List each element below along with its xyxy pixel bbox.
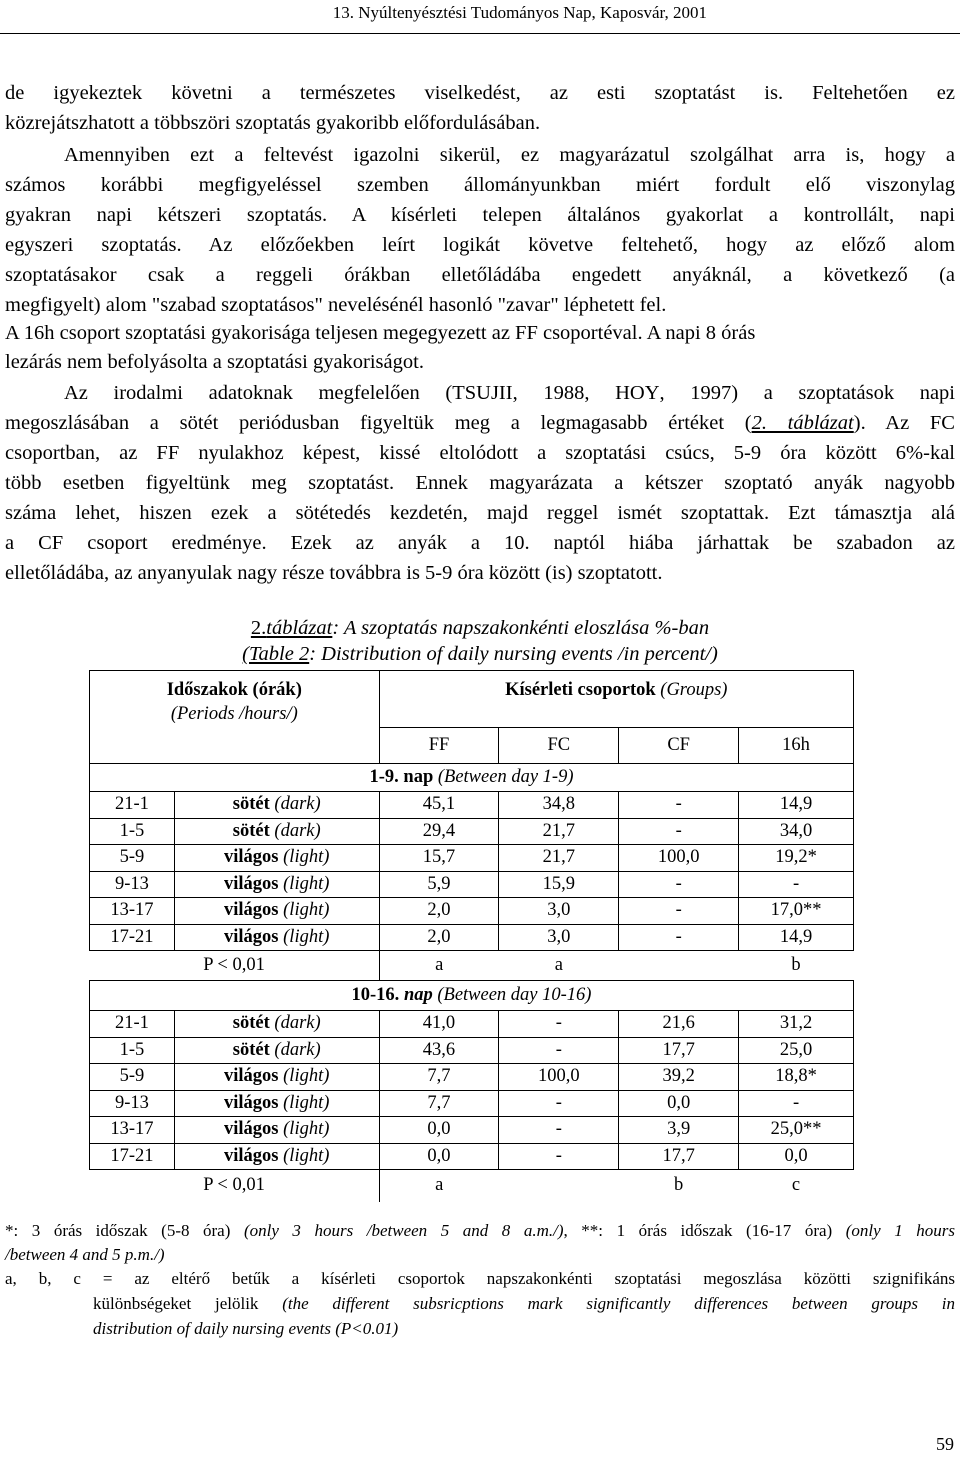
value-cell: 19,2*	[739, 845, 854, 872]
section2-p-label: P < 0,01	[90, 1170, 380, 1202]
value-cell: 29,4	[379, 818, 499, 845]
value-cell: 34,0	[739, 818, 854, 845]
value-cell: 39,2	[619, 1064, 739, 1091]
table-row	[90, 1143, 854, 1170]
value-cell: 31,2	[739, 1011, 854, 1038]
section1-header: 1-9. nap (Between day 1-9)	[90, 764, 854, 792]
body-line-1: de igyekeztek követni a természetes viselkedést, az esti szoptatást is. Feltehetően ez	[5, 82, 955, 104]
hours-cell: 13-17	[90, 1117, 175, 1144]
phase-cell: sötét (dark)	[174, 1011, 379, 1038]
body-line-4: számos korábbi megfigyeléssel szemben állományunkban miért fordult elő viszonylag	[5, 174, 955, 196]
value-cell: 3,0	[499, 924, 619, 951]
p3-line-5: száma lehet, hiszen ezek a sötétedés kezdetén, majd reggel ismét szoptattak. Ezt támasztja alá	[5, 502, 955, 524]
hours-cell: 9-13	[90, 1090, 175, 1117]
group-cf: CF	[619, 728, 739, 764]
running-header	[0, 3, 956, 23]
value-cell: 0,0	[379, 1117, 499, 1144]
value-cell: 43,6	[379, 1037, 499, 1064]
phase-cell: világos (light)	[174, 871, 379, 898]
value-cell: 100,0	[499, 1064, 619, 1091]
value-cell: 3,0	[499, 898, 619, 925]
value-cell: -	[499, 1117, 619, 1144]
value-cell: -	[619, 924, 739, 951]
value-cell: -	[619, 898, 739, 925]
value-cell: -	[499, 1143, 619, 1170]
section1-p-label: P < 0,01	[90, 951, 380, 981]
p3-line-2: megoszlásában a sötét periódusban figyeltük meg a legmagasabb értéket (2. táblázat). Az FC	[5, 412, 955, 434]
footnote-1: *: 3 órás időszak (5-8 óra) (only 3 hours /between 5 and 8 a.m./), **: 1 órás időszak (16-17 óra) (only 1 hours	[5, 1221, 955, 1240]
value-cell: 17,0**	[739, 898, 854, 925]
footnote-2-cont: különbségeket jelölik (the different subsricptions mark significantly differences between groups in	[93, 1294, 955, 1313]
value-cell: -	[619, 792, 739, 819]
phase-cell: világos (light)	[174, 1064, 379, 1091]
value-cell: -	[739, 871, 854, 898]
body-line-10: lezárás nem befolyásolta a szoptatási gyakoriságot.	[5, 351, 424, 373]
p3-line-4: több esetben figyeltünk meg szoptatást. Ennek magyarázata a kétszer szoptató anyák nagyobb	[5, 472, 955, 494]
phase-cell: világos (light)	[174, 845, 379, 872]
phase-cell: világos (light)	[174, 1090, 379, 1117]
table-row	[90, 1117, 854, 1144]
value-cell: -	[499, 1037, 619, 1064]
body-line-7: szoptatásakor csak a reggeli órákban elletőládába engedett anyáknál, a következő (a	[5, 264, 955, 286]
table-reference-link[interactable]: 2. táblázat	[751, 412, 854, 434]
value-cell: 100,0	[619, 845, 739, 872]
table-row	[90, 1090, 854, 1117]
phase-cell: sötét (dark)	[174, 818, 379, 845]
value-cell: 17,7	[619, 1143, 739, 1170]
table-row	[90, 1011, 854, 1038]
body-line-6: egyszeri szoptatás. Az előzőekben leírt logikát követve feltehető, hogy az előző alom	[5, 234, 955, 256]
p3-line-7: elletőládába, az anyanyulak nagy része továbbra is 5-9 óra között (is) szoptatott.	[5, 562, 663, 584]
hours-cell: 21-1	[90, 792, 175, 819]
hours-cell: 5-9	[90, 1064, 175, 1091]
running-header-title: 13. Nyúltenyésztési Tudományos Nap, Kaposvár, 2001	[332, 3, 707, 22]
value-cell: -	[739, 1090, 854, 1117]
table-row	[90, 1037, 854, 1064]
section1-rows	[90, 792, 854, 951]
value-cell: 25,0**	[739, 1117, 854, 1144]
group-16h: 16h	[739, 728, 854, 764]
value-cell: -	[499, 1090, 619, 1117]
value-cell: 41,0	[379, 1011, 499, 1038]
phase-cell: világos (light)	[174, 1117, 379, 1144]
value-cell: 17,7	[619, 1037, 739, 1064]
footnote-1-cont: /between 4 and 5 p.m./)	[5, 1245, 165, 1264]
table-row	[90, 818, 854, 845]
periods-header-en: (Periods /hours/)	[90, 701, 380, 728]
hours-cell: 1-5	[90, 1037, 175, 1064]
page-number: 59	[936, 1434, 954, 1454]
body-line-3: Amennyiben ezt a feltevést igazolni sikerül, ez magyarázatul szolgálhat arra is, hogy a	[64, 144, 955, 166]
value-cell: 21,6	[619, 1011, 739, 1038]
value-cell: 5,9	[379, 871, 499, 898]
table-row	[90, 845, 854, 872]
value-cell: 7,7	[379, 1064, 499, 1091]
value-cell: 18,8*	[739, 1064, 854, 1091]
phase-cell: világos (light)	[174, 1143, 379, 1170]
table-row	[90, 871, 854, 898]
phase-cell: világos (light)	[174, 924, 379, 951]
p3-line-3: csoportban, az FF nyulakhoz képest, kissé eltolódott a szoptatási csúcs, 5-9 óra között 6%-kal	[5, 442, 955, 464]
body-line-9: A 16h csoport szoptatási gyakorisága teljesen megegyezett az FF csoportéval. A napi 8 órás	[5, 322, 756, 344]
table-row	[90, 924, 854, 951]
hours-cell: 13-17	[90, 898, 175, 925]
footnote-2-end: distribution of daily nursing events (P<0.01)	[93, 1319, 399, 1338]
phase-cell: világos (light)	[174, 898, 379, 925]
phase-cell: sötét (dark)	[174, 1037, 379, 1064]
p3-line-1: Az irodalmi adatoknak megfelelően (TSUJII, 1988, HOY, 1997) a szoptatások napi	[64, 382, 955, 404]
p3-line-6: a CF csoport eredménye. Ezek az anyák a 10. naptól hiába járhattak be szabadon az	[5, 532, 955, 554]
table-caption-hu: 2.táblázat: A szoptatás napszakonkénti eloszlása %-ban	[250, 617, 710, 639]
value-cell: 7,7	[379, 1090, 499, 1117]
hours-cell: 17-21	[90, 1143, 175, 1170]
body-line-8: megfigyelt) alom "szabad szoptatásos" nevelésénél hasonló "zavar" léphetett fel.	[5, 294, 667, 316]
value-cell: 15,7	[379, 845, 499, 872]
value-cell: 45,1	[379, 792, 499, 819]
value-cell: -	[499, 1011, 619, 1038]
value-cell: 2,0	[379, 898, 499, 925]
value-cell: 15,9	[499, 871, 619, 898]
table-caption-en: (Table 2: Distribution of daily nursing events /in percent/)	[242, 643, 718, 665]
section2-header: 10-16. nap (Between day 10-16)	[90, 981, 854, 1011]
value-cell: 3,9	[619, 1117, 739, 1144]
value-cell: 0,0	[379, 1143, 499, 1170]
value-cell: 2,0	[379, 924, 499, 951]
hours-cell: 21-1	[90, 1011, 175, 1038]
value-cell: 0,0	[619, 1090, 739, 1117]
hours-cell: 1-5	[90, 818, 175, 845]
table-row	[90, 792, 854, 819]
periods-header: Időszakok (órák)	[90, 671, 380, 701]
value-cell: 14,9	[739, 792, 854, 819]
table-row	[90, 1064, 854, 1091]
hours-cell: 9-13	[90, 871, 175, 898]
value-cell: -	[619, 871, 739, 898]
body-line-5: gyakran napi kétszeri szoptatás. A kísérleti telepen általános gyakorlat a kontrollált, napi	[5, 204, 955, 226]
hours-cell: 17-21	[90, 924, 175, 951]
value-cell: 34,8	[499, 792, 619, 819]
value-cell: 0,0	[739, 1143, 854, 1170]
header-rule	[0, 33, 960, 34]
value-cell: 21,7	[499, 818, 619, 845]
footnote-2: a, b, c = az eltérő betűk a kísérleti csoportok napszakonkénti szoptatási megoszlása közötti szignifikáns	[5, 1269, 955, 1288]
hours-cell: 5-9	[90, 845, 175, 872]
group-ff: FF	[379, 728, 499, 764]
group-fc: FC	[499, 728, 619, 764]
table-row	[90, 898, 854, 925]
section2-rows	[90, 1011, 854, 1170]
groups-header: Kísérleti csoportok (Groups)	[379, 671, 853, 701]
phase-cell: sötét (dark)	[174, 792, 379, 819]
body-line-2: közrejátszhatott a többszöri szoptatás gyakoribb előfordulásában.	[5, 112, 541, 134]
value-cell: 25,0	[739, 1037, 854, 1064]
nursing-distribution-table: Időszakok (órák) Kísérleti csoportok (Groups) (Periods /hours/) FF FC CF 16h 1-9. nap (Between day 1-9) 21-1 sötét (dark) 45,1 34,8 - 14,9 1-5 sötét (dark) 29,4 21,7 - 34,0 5-9 világos (light) 15,7 21,7 100,0 19,2* 9-13 világos (light) 5,9 15,9 - - 13-17 világos (light) 2,0 3,0 - 17,0** 17-21 világos (light) 2,0 3,0 - 14,9 P < 0,01 a a b 10-16. nap (Between day 10-16) 21-1 sötét (dark) 41,0 - 21,6 31,2 1-5 sötét (dark) 43,6 - 17,7 25,0 5-9 világos (light) 7,7 100,0 39,2 18,8* 9-13 világos (light) 7,7 - 0,0 - 13-17 világos (light) 0,0 - 3,9 25,0** 17-21 világos (light) 0,0 - 17,7 0,0 P < 0,01 a b c	[89, 670, 854, 1202]
value-cell: 14,9	[739, 924, 854, 951]
value-cell: -	[619, 818, 739, 845]
value-cell: 21,7	[499, 845, 619, 872]
